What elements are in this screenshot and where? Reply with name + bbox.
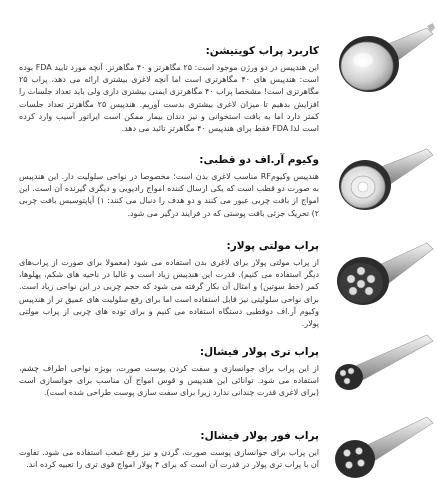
multipolar-probe-image [323,235,435,317]
section-body: هندپیس وکیومRF مناسب لاغری بدن است؛ مخصوصا در نواحی سلولیت دار. این هندپیس به صورت دو قطب است که یکی ارسال کننده امواج رادیویی و دیگری گیرنده آن است. این امواج از بافت چربی عبور می کنند و دو هدف را دنبال می کنند: ۱) آپاپتوسیس بافت چربی ۲) تحریک جزئی بافت پوستی که در فرایند درگیر می شود. [19,172,320,218]
section-text [19,44,319,135]
section-body: این پراب برای جوانسازی پوست صورت، گردن و نیز رفع غبغب استفاده می شود. تفاوت آن با پراب تری پولار در قدرت آن است که برای ۴ پولار امواج قوی تری را تعبیه کرده اند. [19,448,319,470]
section-cavitation [0,0,437,145]
section-title: وکیوم آر.اف دو قطبی: [199,154,319,166]
vacuum-rf-probe-image [323,145,435,219]
section-title: پراب مولتی پولار: [226,240,319,252]
section-multipolar [0,235,437,335]
section-body: از این پراب برای جوانسازی و سفت کردن پوست صورت، بویژه نواحی اطراف چشم، استفاده می شود. توانائی این هندپیس و قوس امواج آن مناسب برای جوانسازی است (برای لاغری قدرت چندانی ندارد زیرا برای سفت سازی پوست طراحی شده است). [19,364,319,398]
section-tripolar-facial [0,335,437,415]
section-vacuum-rf [0,145,437,235]
section-body: این هندپیس در دو ورژن موجود است: ۲۵ مگاهرتز و ۴۰ مگاهرتز. آنچه مورد تایید FDA بوده است: هندپیس های ۴۰ مگاهرتزی است اما آنچه لاغری بیشتری ارائه می دهد، پراب ۲۵ مگاهرتزی است! مشخصا پراب ۴۰ مگاهرتزی ایمنی بیشتری داری ولی باید تعداد جلسات را افزایش بدهیم تا میزان لاغری بیشتری بدست آوریم. هندپیس ۲۵ مگاهرتز تعداد جلسات کمتر دارد اما به بافت استخوانی و نیز دندان بیمار ممکن است ایراتور آسیب وارد کرده است لذا FDA فقط برای هندپیس ۴۰ مگاهرتز تائید می دهد. [19,63,320,134]
tripolar-facial-probe-image [323,325,435,403]
section-text [19,153,319,220]
section-text [19,345,319,400]
section-text [19,239,319,330]
section-fourpolar-facial [0,415,437,500]
cavitation-probe-image [323,18,435,98]
section-title: کاربرد پراب کویتیشن: [205,45,319,57]
section-title: پراب تری پولار فیشال: [199,346,319,358]
fourpolar-facial-probe-image [323,407,435,489]
section-body: از پراب مولتی پولار برای لاغری بدن استفاده می شود (معمولا برای صورت از پراب‌های دیگر استفاده می کنیم). قدرت این هندپیس زیاد است و غالبا در ناحیه های شکم، پهلوها، کمر (خط سوتین) و امثال آن بکار گرفته می شود که حجم چربی در این نواحی زیاد است. برای نواحی سلولیتی نیز قابل استفاده است اما برای رفع سلولیت های عمیق تر از هندپیس وکیوم آر.اف دوقطبی دستگاه استفاده می کنیم و برای توده های چربی از پراب مولتی پولار. [19,258,319,329]
section-title: پراب فور پولار فیشال: [200,430,319,442]
section-text [19,429,319,471]
